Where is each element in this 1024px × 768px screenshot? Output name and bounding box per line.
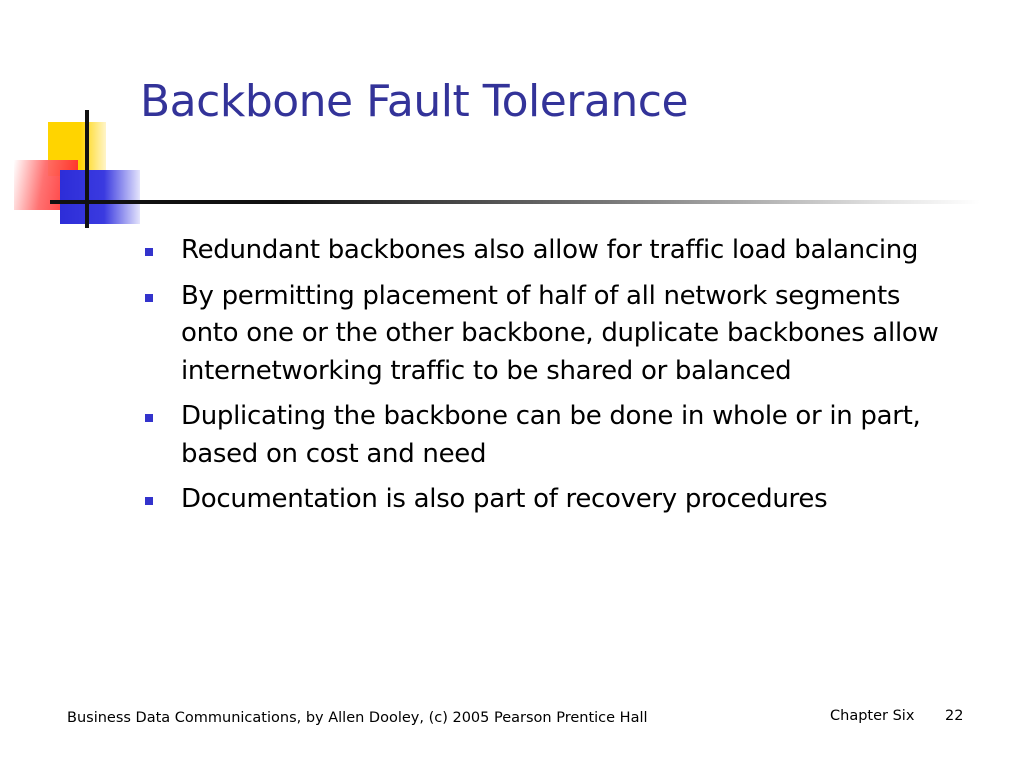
bullet-text: Redundant backbones also allow for traffic load balancing [181, 235, 919, 265]
slide-title: Backbone Fault Tolerance [140, 76, 689, 127]
bullet-item [140, 398, 960, 473]
bullet-item [140, 278, 960, 391]
blue-square-shape [60, 170, 140, 224]
footer-source: Business Data Communications, by Allen Dooley, (c) 2005 Pearson Prentice Hall [67, 710, 648, 726]
vertical-rule [85, 110, 89, 228]
footer-page-number: 22 [945, 708, 964, 724]
bullet-list [140, 232, 960, 527]
bullet-text: By permitting placement of half of all network segments onto one or the other backbone, duplicate backbones allow internetworking traffic to be shared or balanced [181, 280, 939, 386]
square-bullet-icon [145, 497, 153, 505]
decorative-logo [0, 0, 160, 240]
bullet-text: Duplicating the backbone can be done in whole or in part, based on cost and need [181, 401, 921, 469]
bullet-item [140, 232, 960, 270]
square-bullet-icon [145, 248, 153, 256]
bullet-text: Documentation is also part of recovery procedures [181, 484, 828, 514]
bullet-item [140, 481, 960, 519]
footer-chapter: Chapter Six [830, 708, 915, 724]
square-bullet-icon [145, 414, 153, 422]
title-underline-rule [50, 200, 980, 204]
square-bullet-icon [145, 294, 153, 302]
